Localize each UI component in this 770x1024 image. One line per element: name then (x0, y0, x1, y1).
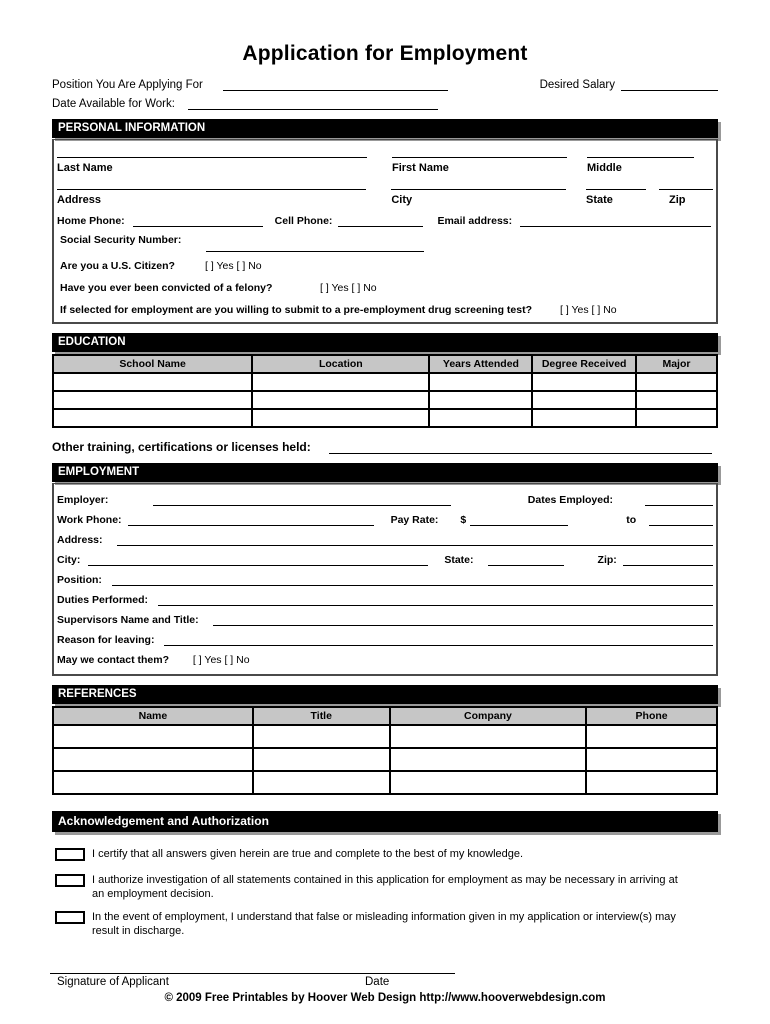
table-cell[interactable] (253, 748, 390, 771)
column-school-name: School Name (53, 355, 252, 373)
desired-salary-label: Desired Salary (539, 79, 615, 91)
citizen-question-row (57, 260, 713, 274)
other-training-blank[interactable] (329, 442, 712, 454)
reason-leaving-row (57, 633, 713, 646)
employment-header: EMPLOYMENT (52, 463, 718, 482)
last-name-blank[interactable] (57, 154, 367, 158)
citizen-yes-no[interactable]: [ ] Yes [ ] No (205, 260, 262, 272)
table-cell[interactable] (252, 373, 429, 391)
employment-box (52, 483, 718, 676)
duties-blank[interactable] (158, 594, 713, 606)
supervisor-row (57, 613, 713, 626)
column-phone: Phone (586, 707, 717, 725)
other-training-row (52, 440, 718, 454)
city-blank[interactable] (391, 186, 566, 190)
signature-blank[interactable] (50, 973, 455, 974)
table-cell[interactable] (53, 725, 253, 748)
table-cell[interactable] (390, 771, 587, 794)
education-table (52, 354, 718, 428)
signature-labels-row (52, 976, 718, 991)
other-training-label: Other training, certifications or licenses held: (52, 440, 311, 454)
address-row (57, 186, 713, 206)
zip-blank[interactable] (659, 186, 713, 190)
table-cell[interactable] (253, 771, 390, 794)
name-row (57, 154, 713, 174)
ssn-label: Social Security Number: (60, 234, 182, 246)
date-label: Date (365, 975, 390, 988)
first-name-label: First Name (392, 162, 449, 174)
table-cell[interactable] (532, 391, 636, 409)
duties-label: Duties Performed: (57, 594, 149, 606)
supervisor-blank[interactable] (213, 614, 713, 626)
felony-yes-no[interactable]: [ ] Yes [ ] No (320, 282, 377, 294)
authorize-checkbox[interactable] (55, 874, 85, 887)
pay-rate-blank[interactable] (470, 514, 568, 526)
state-label: State (586, 194, 613, 206)
cell-phone-label: Cell Phone: (274, 215, 333, 227)
column-company: Company (390, 707, 587, 725)
education-header: EDUCATION (52, 333, 718, 352)
table-row (53, 391, 717, 409)
table-cell[interactable] (429, 373, 532, 391)
column-years-attended: Years Attended (429, 355, 532, 373)
date-available-blank[interactable] (188, 98, 438, 110)
position-held-row (57, 573, 713, 586)
home-phone-label: Home Phone: (57, 215, 125, 227)
ack-item-1 (55, 847, 718, 862)
table-cell[interactable] (586, 748, 717, 771)
drug-test-question-row (57, 304, 713, 318)
table-cell[interactable] (252, 391, 429, 409)
position-held-label: Position: (57, 574, 102, 586)
employer-address-label: Address: (57, 534, 103, 546)
column-title: Title (253, 707, 390, 725)
references-table (52, 706, 718, 795)
table-cell[interactable] (429, 391, 532, 409)
table-cell[interactable] (429, 409, 532, 427)
work-phone-blank[interactable] (128, 514, 374, 526)
address-blank[interactable] (57, 186, 366, 190)
currency-symbol: $ (460, 514, 467, 526)
contact-question-row (57, 654, 713, 668)
city-label: City (391, 194, 413, 206)
discharge-checkbox[interactable] (55, 911, 85, 924)
pay-rate-label: Pay Rate: (390, 514, 439, 526)
table-row (53, 725, 717, 748)
felony-question-row (57, 282, 713, 296)
table-cell[interactable] (636, 409, 717, 427)
employer-city-row (57, 553, 713, 566)
ssn-row (57, 234, 713, 252)
table-cell[interactable] (636, 373, 717, 391)
personal-info-header: PERSONAL INFORMATION (52, 119, 718, 138)
middle-name-blank[interactable] (587, 154, 694, 158)
table-cell[interactable] (532, 373, 636, 391)
position-label: Position You Are Applying For (52, 79, 203, 91)
date-available-row (52, 98, 718, 110)
copyright-footer: © 2009 Free Printables by Hoover Web Design http://www.hooverwebdesign.com (164, 991, 606, 1004)
drug-test-question-label: If selected for employment are you willing to submit to a pre-employment drug screening test? (60, 304, 532, 316)
table-cell[interactable] (636, 391, 717, 409)
table-row (53, 409, 717, 427)
felony-question-label: Have you ever been convicted of a felony? (60, 282, 273, 294)
table-cell[interactable] (53, 748, 253, 771)
table-cell[interactable] (53, 391, 252, 409)
table-row (53, 771, 717, 794)
reason-leaving-blank[interactable] (164, 634, 713, 646)
ack-item-2 (55, 873, 718, 902)
employer-row (57, 493, 713, 506)
dates-employed-from-blank[interactable] (645, 494, 713, 506)
supervisor-label: Supervisors Name and Title: (57, 614, 199, 626)
work-phone-label: Work Phone: (57, 514, 122, 526)
signature-label: Signature of Applicant (57, 975, 169, 988)
table-cell[interactable] (586, 725, 717, 748)
discharge-statement: In the event of employment, I understand that false or misleading information given in my application or interview(s) may result in discharge. (92, 910, 676, 937)
references-header-row (53, 707, 717, 725)
work-phone-row (57, 513, 713, 526)
education-header-row (53, 355, 717, 373)
table-cell[interactable] (53, 771, 253, 794)
dates-employed-to-blank[interactable] (649, 514, 713, 526)
employer-state-blank[interactable] (488, 554, 564, 566)
table-cell[interactable] (53, 373, 252, 391)
address-label: Address (57, 194, 102, 206)
table-cell[interactable] (532, 409, 636, 427)
middle-name-label: Middle (587, 162, 622, 174)
zip-label: Zip (669, 194, 686, 206)
table-cell[interactable] (390, 725, 587, 748)
table-cell[interactable] (53, 409, 252, 427)
employer-blank[interactable] (153, 494, 451, 506)
email-blank[interactable] (520, 215, 711, 227)
table-cell[interactable] (252, 409, 429, 427)
email-label: Email address: (437, 215, 513, 227)
employer-zip-blank[interactable] (623, 554, 713, 566)
column-location: Location (252, 355, 429, 373)
employer-address-row (57, 533, 713, 546)
acknowledgement-header: Acknowledgement and Authorization (52, 811, 718, 832)
citizen-question-label: Are you a U.S. Citizen? (60, 260, 175, 272)
table-cell[interactable] (586, 771, 717, 794)
table-row (53, 748, 717, 771)
certify-checkbox[interactable] (55, 848, 85, 861)
authorize-statement: I authorize investigation of all statements contained in this application for employment as may be necessary in arriving at an employment decision. (92, 873, 678, 900)
position-row (52, 79, 718, 91)
position-held-blank[interactable] (112, 574, 713, 586)
ack-item-3 (55, 910, 718, 939)
drug-test-yes-no[interactable]: [ ] Yes [ ] No (560, 304, 617, 316)
column-major: Major (636, 355, 717, 373)
state-blank[interactable] (586, 186, 646, 190)
employer-city-label: City: (57, 554, 81, 566)
duties-row (57, 593, 713, 606)
ssn-blank[interactable] (206, 247, 424, 252)
home-phone-blank[interactable] (133, 215, 263, 227)
last-name-label: Last Name (57, 162, 113, 174)
dates-to-label: to (626, 514, 637, 526)
column-degree-received: Degree Received (532, 355, 636, 373)
phones-row (57, 215, 713, 227)
dates-employed-label: Dates Employed: (527, 494, 613, 506)
personal-info-box (52, 139, 718, 324)
certify-statement: I certify that all answers given herein are true and complete to the best of my knowledge. (92, 848, 524, 860)
reason-leaving-label: Reason for leaving: (57, 634, 155, 646)
contact-yes-no[interactable]: [ ] Yes [ ] No (192, 654, 250, 666)
references-header: REFERENCES (52, 685, 718, 704)
position-blank[interactable] (223, 79, 448, 91)
cell-phone-blank[interactable] (338, 215, 423, 227)
table-cell[interactable] (253, 725, 390, 748)
first-name-blank[interactable] (392, 154, 567, 158)
desired-salary-blank[interactable] (621, 79, 718, 91)
page-title: Application for Employment (242, 42, 528, 65)
date-available-label: Date Available for Work: (52, 98, 175, 110)
employer-state-label: State: (444, 554, 474, 566)
employer-label: Employer: (57, 494, 109, 506)
employer-address-blank[interactable] (117, 534, 713, 546)
contact-question-label: May we contact them? (57, 654, 170, 666)
employer-zip-label: Zip: (597, 554, 617, 566)
employer-city-blank[interactable] (88, 554, 428, 566)
column-name: Name (53, 707, 253, 725)
table-row (53, 373, 717, 391)
table-cell[interactable] (390, 748, 587, 771)
